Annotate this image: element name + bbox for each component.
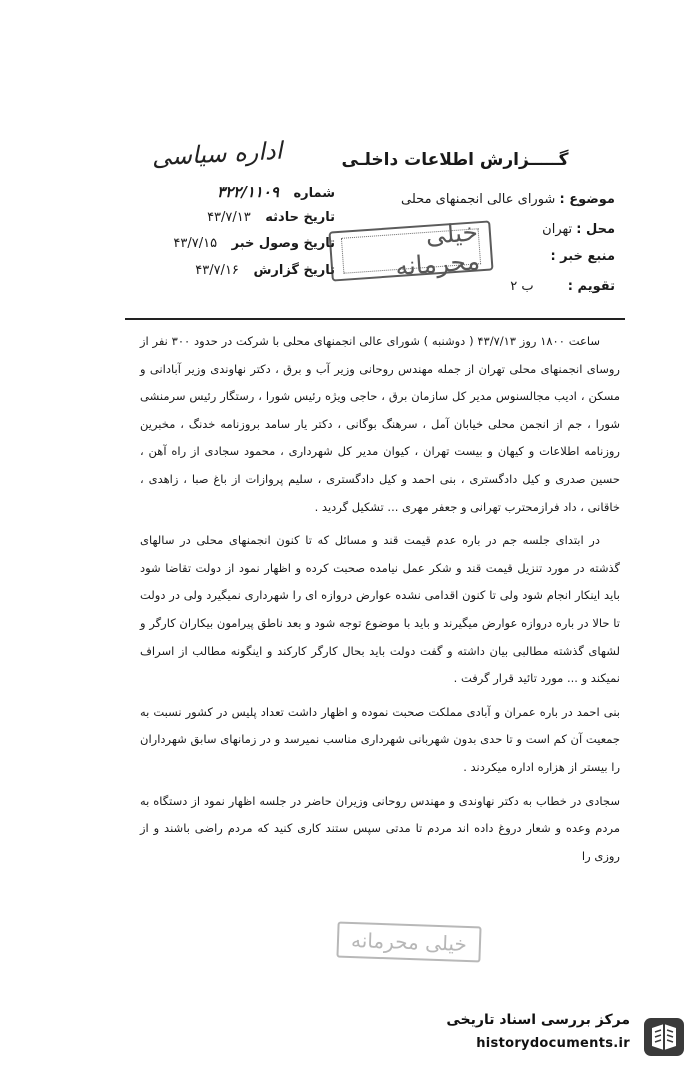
location-label: محل :	[576, 222, 615, 237]
body-paragraph-4: سجادی در خطاب به دکتر نهاوندی و مهندس روحانی وزیران حاضر در جلسه اظهار نمود از دستگاه به مردم وعده و شعار دروغ داده اند مردم تا مدتی سپس ستند کاری کنید که مردم راضی باشند و از روزی را	[140, 793, 620, 863]
subject-label: موضوع :	[559, 192, 615, 207]
department-handwritten: اداره سیاسی	[151, 136, 283, 172]
report-date-row	[130, 263, 335, 278]
bottom-stamp: خیلی محرمانه	[336, 921, 481, 962]
classification-stamp-text: خیلی محرمانه	[341, 228, 481, 274]
header-divider	[125, 318, 625, 320]
subject-value: شورای عالی انجمنهای محلی	[401, 192, 556, 207]
source-label: منبع خبر :	[550, 249, 615, 264]
received-date-label: تاریخ وصول خبر	[231, 236, 335, 251]
classification-stamp	[328, 217, 493, 282]
event-date-value: ۴۳/۷/۱۳	[207, 210, 251, 225]
body-paragraph-2: در ابتدای جلسه جم در باره عدم قیمت قند و مسائل که تا کنون انجمنهای محلی در سالهای گذشته در مورد تنزیل قیمت قند و شکر عمل نیامده صحبت کرده و اظهار نمود از دولت تقاضا شود باید اینکار انجام شود ولی تا کنون اقدامی نشده عوارض دروازه ای را شهرداری نمیگیرد ولی در دولت تا حالا در باره دروازه عوارض میگیرند و باید با موضوع توجه شود و بعد ناطق پیرامون بیکاران کارگر و لشهای گذشته مطالبی بیان داشته و گفت دولت باید بحال کارگر کارکند و اینگونه مطالب از اسراف نمیکند و ... مورد تائید قرار گرفت .	[140, 533, 620, 686]
evaluation-row	[400, 279, 615, 294]
evaluation-value: ب ۲	[510, 279, 534, 294]
received-date-value: ۴۳/۷/۱۵	[173, 236, 218, 251]
number-label: شماره	[293, 186, 335, 201]
evaluation-label: تقویم :	[567, 279, 615, 294]
report-date-label: تاریخ گزارش	[253, 263, 335, 278]
body-paragraph-1: ساعت ۱۸۰۰ روز ۴۳/۷/۱۳ ( دوشنبه ) شورای عالی انجمنهای محلی با شرکت در حدود ۳۰۰ نفر از روسای انجمنهای محلی تهران از جمله مهندس روحانی وزیر آب و برق ، دکتر نهاوندی وزیر آبادانی و مسکن ، ادیب مجالسنوس مدیر کل سازمان برق ، حاجی ویژه رئیس شورا ، رستگار رئیس سرمنشی شورا ، جم از انجمن محلی خیابان آمل ، سرهنگ بوگانی ، دکتر یار سامد بروزنامه خدنگ ، مخبرین روزنامه اطلاعات و کیهان و بیست تهران ، کیوان مدیر کل شهرداری ، محمود سجادی از راه آهن ، حسین صدری و کیل دادگستری ، بنی احمد و کیل دادگستری ، سلیم پروازات از باغ صبا ، زاهدی ، خاقانی ، داد فرازمحترب تهرانی و جعفر مهری ... تشکیل گردید .	[140, 334, 620, 514]
watermark	[418, 1008, 690, 1062]
archive-logo-icon	[638, 1012, 690, 1060]
report-body	[140, 328, 620, 876]
subject-row	[400, 192, 615, 207]
event-date-label: تاریخ حادثه	[265, 210, 335, 225]
location-value: تهران	[542, 222, 573, 237]
watermark-url: historydocuments.ir	[476, 1036, 630, 1051]
report-date-value: ۴۳/۷/۱۶	[195, 263, 239, 278]
body-paragraph-3: بنی احمد در باره عمران و آبادی مملکت صحبت نموده و اظهار داشت تعداد پلیس در کشور نسبت به جمعیت آن کم است و تا حدی بدون شهربانی شهرداری مناسب نمیرسد و در زمانهای سابق شهرداران را بیستر از هزاره اداره میکردند .	[140, 704, 620, 774]
number-row	[130, 183, 335, 201]
number-value: ۳۲۲/۱۱۰۹	[217, 183, 279, 201]
watermark-name: مرکز بررسی اسناد تاریخی	[446, 1012, 630, 1028]
received-date-row	[130, 236, 335, 251]
event-date-row	[130, 210, 335, 225]
report-title: گـــــزارش اطلاعات داخلـی	[341, 150, 569, 170]
